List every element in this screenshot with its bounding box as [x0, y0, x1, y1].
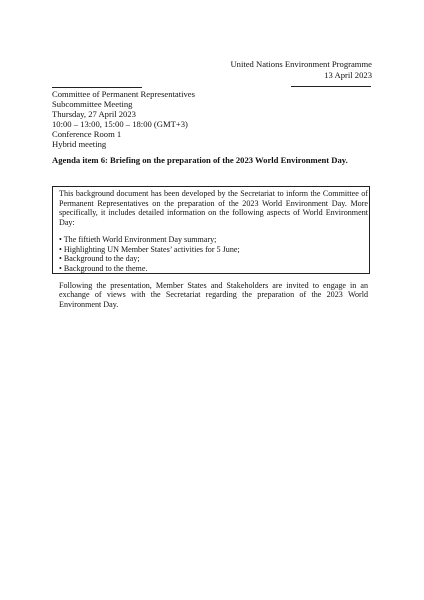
aspects-list [59, 235, 368, 274]
document-header [230, 59, 372, 80]
meeting-format: Hybrid meeting [52, 139, 107, 150]
list-item: • Background to the theme. [59, 263, 148, 273]
list-item: • Background to the day; [59, 254, 140, 264]
header-divider [291, 86, 371, 87]
meeting-time: 10:00 – 13:00, 15:00 – 18:00 (GMT+3) [52, 119, 188, 130]
organization-name: United Nations Environment Programme [230, 59, 372, 69]
agenda-item-title: Agenda item 6: Briefing on the preparation of the 2023 World Environment Day. [52, 155, 348, 165]
meeting-room: Conference Room 1 [52, 129, 122, 140]
document-date: 13 April 2023 [324, 69, 372, 80]
meeting-divider [52, 87, 142, 88]
background-box [52, 186, 370, 310]
list-item: • The fiftieth World Environment Day summary; [59, 234, 217, 244]
list-item: • Highlighting UN Member States’ activities for 5 June; [59, 244, 240, 254]
meeting-info [52, 89, 195, 150]
box-intro-paragraph: This background document has been developed by the Secretariat to inform the Committee of Permanent Representatives on the preparation of the 2023 World Environment Day. More specifically, it includes detailed information on the following aspects of World Environment Day: [59, 189, 368, 228]
meeting-date: Thursday, 27 April 2023 [52, 109, 136, 120]
meeting-committee: Committee of Permanent Representatives [52, 89, 195, 99]
box-closing-paragraph: Following the presentation, Member States and Stakeholders are invited to engage in an exchange of views with the Secretariat regarding the preparation of the 2023 World Environment Day. [59, 280, 368, 310]
meeting-type: Subcommittee Meeting [52, 99, 133, 110]
